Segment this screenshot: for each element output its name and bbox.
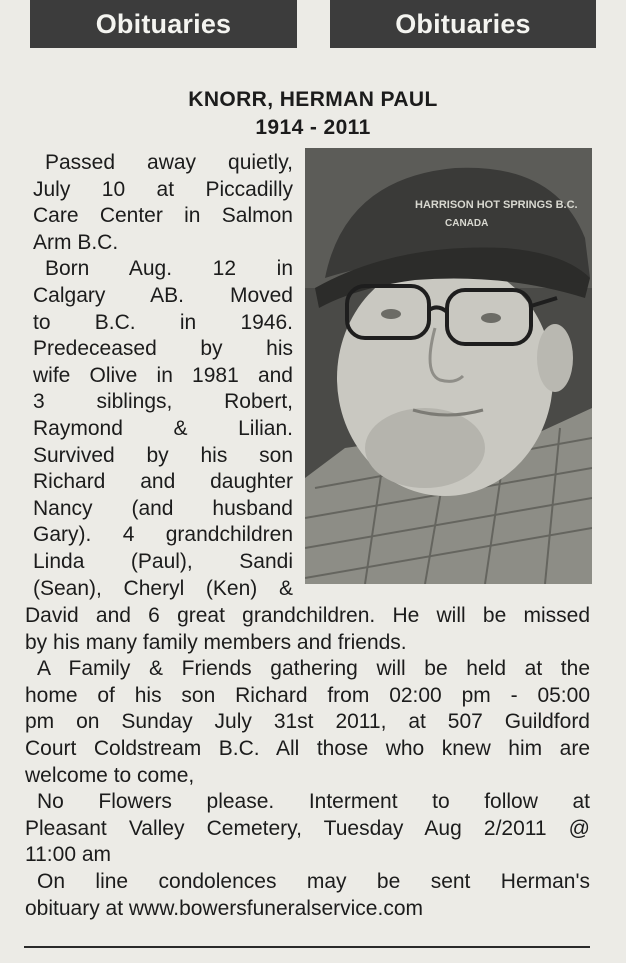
full-text-line: welcome to come, [25, 763, 195, 787]
column-text-line: Survived by his son [33, 443, 293, 467]
portrait-photo [305, 148, 592, 584]
section-header-left-label: Obituaries [95, 8, 232, 39]
obituary-name: KNORR, HERMAN PAUL [188, 88, 438, 111]
full-text-line: No Flowers please. Interment to follow at [37, 790, 590, 814]
column-text-line: 3 siblings, Robert, [33, 390, 293, 414]
column-text-line: Richard and daughter [33, 470, 293, 494]
obituary-column-text [33, 150, 293, 602]
column-text-line: July 10 at Piccadilly [33, 177, 293, 201]
full-text-line: by his many family members and friends. [25, 630, 407, 654]
full-text-line: A Family & Friends gathering will be held at the [37, 657, 590, 681]
full-text-line: David and 6 great grandchildren. He will be missed [25, 604, 590, 627]
column-text-line: Gary). 4 grandchildren [33, 523, 293, 547]
column-text-line: Predeceased by his [33, 337, 293, 361]
column-text-line: Linda (Paul), Sandi [33, 549, 293, 573]
full-text-line: obituary at www.bowersfuneralservice.com [25, 896, 423, 920]
column-text-line: wife Olive in 1981 and [33, 363, 293, 387]
column-text-line: Nancy (and husband [33, 496, 293, 520]
cap-text-2: CANADA [445, 218, 489, 229]
column-text-line: Passed away quietly, [45, 151, 293, 174]
full-text-line: On line condolences may be sent Herman's [37, 869, 590, 893]
full-text-line: Pleasant Valley Cemetery, Tuesday Aug 2/2011 @ [25, 816, 590, 840]
bottom-rule [24, 946, 590, 948]
column-text-line: Raymond & Lilian. [33, 416, 293, 440]
column-text-line: to B.C. in 1946. [33, 310, 293, 334]
full-text-line: Court Coldstream B.C. All those who knew him are [25, 736, 590, 760]
column-text-line: Calgary AB. Moved [33, 283, 293, 307]
obituary-full-text [25, 603, 590, 922]
obituary-dates: 1914 - 2011 [255, 116, 371, 139]
column-text-line: Born Aug. 12 in [45, 257, 293, 281]
section-header-right [330, 0, 596, 48]
column-text-line: Arm B.C. [33, 230, 119, 254]
full-text-line: pm on Sunday July 31st 2011, at 507 Guildford [25, 710, 590, 734]
section-header-right-label: Obituaries [395, 8, 531, 39]
full-text-line: home of his son Richard from 02:00 pm - 05:00 [25, 683, 590, 707]
portrait-illustration [305, 148, 592, 584]
cap-text-1: HARRISON HOT SPRINGS B.C. [415, 199, 578, 211]
column-text-line: Care Center in Salmon [33, 204, 293, 228]
full-text-line: 11:00 am [25, 843, 111, 867]
column-text-line: (Sean), Cheryl (Ken) & [33, 576, 293, 600]
section-header-left [30, 0, 297, 48]
